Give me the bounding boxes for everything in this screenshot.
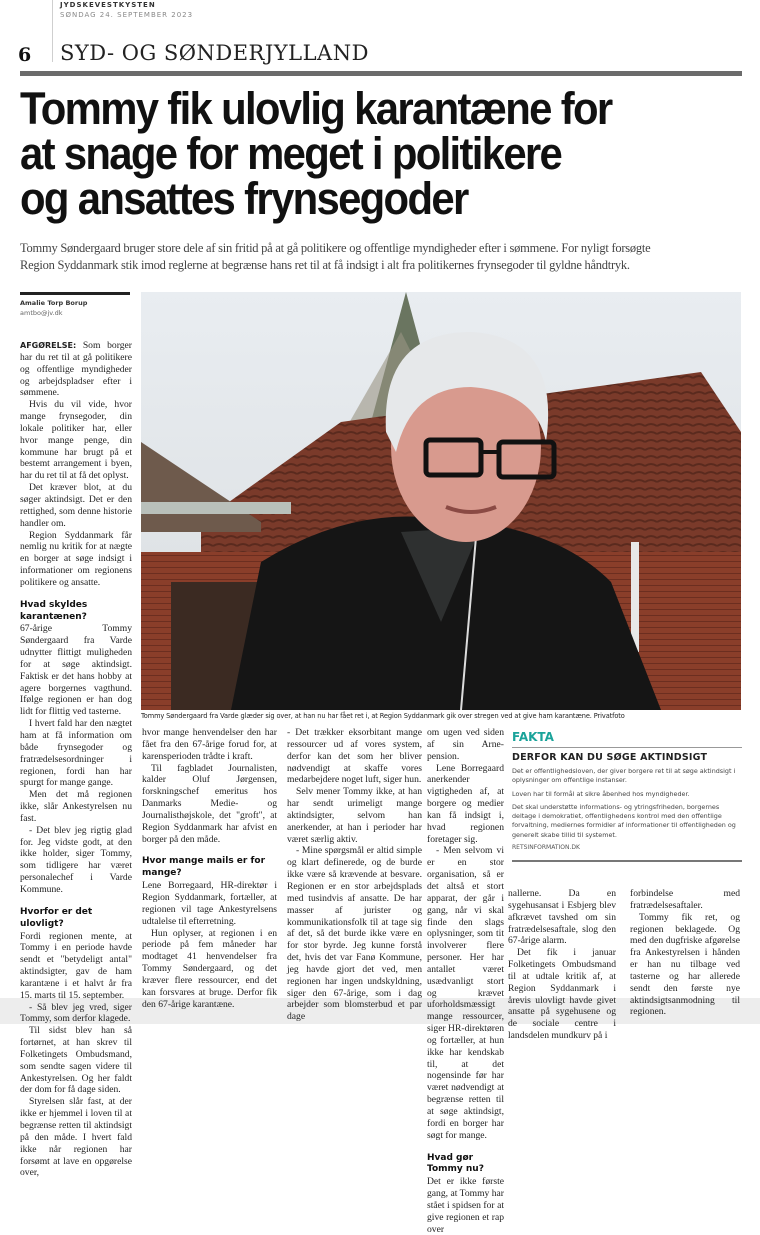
article-column-2 bbox=[142, 727, 277, 1010]
article-column-3 bbox=[287, 727, 422, 1023]
headline-line: Tommy fik ulovlig karantæne for bbox=[20, 83, 612, 134]
paragraph: Til fagbladet Journalisten, kalder Oluf Jørgensen, forskningschef emeritus hos Danmarks Medie- og Journalisthøjskole, det "groft", at Region Syddanmark har afvist en borger på den måde. bbox=[142, 762, 277, 845]
issue-date: SØNDAG 24. SEPTEMBER 2023 bbox=[60, 11, 194, 19]
article-column-6 bbox=[630, 888, 740, 1018]
paragraph: Som borger har du ret til at gå politikere og offentlige myndigheder og arbejdspladser efter i sømmene. bbox=[20, 340, 132, 399]
paragraph: Fordi regionen mente, at Tommy i en periode havde sendt et "betydeligt antal" aktindsigter, gav de ham karantæne i et halvt år fra 15. marts til 15. september. bbox=[20, 930, 132, 1001]
headline bbox=[20, 83, 690, 224]
fact-paragraph: Det er offentlighedsloven, der giver borgere ret til at søge aktindsigt i oplysninger om offentlige instanser. bbox=[512, 767, 736, 785]
lead-line: Tommy Søndergaard bruger store dele af sin fritid på at gå politikere og offentlige myndigheder efter i sømmene. For nyligt forsøgte bbox=[20, 241, 651, 255]
paragraph: Tommy fik ret, og regionen beklagede. Og med den dugfriske afgørelse fra Ankestyrelsen i hånden er han nu tilbage ved tasterne og har allerede sendt den første nye aktindsigtsanmodning til regionen. bbox=[630, 911, 740, 1018]
subheading: Hvorfor er det ulovligt? bbox=[20, 906, 93, 929]
author-name: Amalie Torp Borup bbox=[20, 299, 88, 307]
paragraph: - Men selvom vi er en stor organisation, så er det altså et stort apparat, der går i gang, når vi skal finde den slags oplysninger, som tit involverer flere personer. Her har antallet været usædvanligt stort og krævet uforholdsmæssigt mange ressourcer, siger HR-direktøren og fortæller, at hun ikke har kendskab til, at det nogensinde før har været nødvendigt at begrænse retten til at søge aktindsigt, fordi en borger har søgt for mange. bbox=[427, 845, 504, 1141]
subheading: Hvad gør Tommy nu? bbox=[427, 1152, 484, 1175]
paragraph: om ugen ved siden af sin Arne-pension. bbox=[427, 727, 504, 762]
paragraph: Region Syddanmark får nemlig nu kritik for at nægte en borger at søge indsigt i informationer om regionens politikere og ansatte. bbox=[20, 529, 132, 588]
masthead bbox=[60, 0, 193, 20]
paragraph: 67-årige Tommy Søndergaard fra Varde udnytter flittigt muligheden for at søge aktindsigt. Faktisk er det hans hobby at agere borgernes vagthund. Ifølge regionen er han dog lidt for flittig ved tasterne. bbox=[20, 623, 132, 718]
paragraph: Til sidst blev han så fortørnet, at han skrev til Folketingets Ombudsmand, som sendte sagen videre til Ankestyrelsen. Og her faldt der dom for få dage siden. bbox=[20, 1025, 132, 1096]
photo-caption: Tommy Søndergaard fra Varde glæder sig over, at han nu har fået ret i, at Region Syddanmark gik over stregen ved at give ham karantæne. Privatfoto bbox=[141, 712, 625, 720]
paragraph: - Mine spørgsmål er altid simple og klart definerede, og de burde ikke være så krævende at besvare. Regionen er en stor arbejdsplads med tusindvis af ansatte. De har masser af jurister og kommunikationsfolk til at tage sig af det, så det burde ikke være en for stor byrde. Jeg kunne forstå det, hvis det var Fanø Kommune, jeg havde gjort det ved, men regionen har ingen undskyldning, siger den 67-årige, som i dag arbejder som blomsterbud et par dage bbox=[287, 845, 422, 1023]
subheading: Hvad skyldes karantænen? bbox=[20, 599, 88, 622]
fact-paragraph: Det skal understøtte informations- og ytringsfriheden, borgernes deltage i demokratiet, offentlighedens kontrol med den offentlige forvaltning, mediernes formidler af informationer til offentligheden og generelt skabe tillid til systemet. bbox=[512, 802, 736, 839]
lead-line: Region Syddanmark stik imod reglerne at begrænse hans ret til at få indsigt i alt fra politikernes frynsegoder til gyldne håndtryk. bbox=[20, 258, 630, 272]
byline-rule bbox=[20, 292, 130, 295]
fact-box-title: DERFOR KAN DU SØGE AKTINDSIGT bbox=[512, 752, 708, 763]
paragraph: - Så blev jeg vred, siger Tommy, som derfor klagede. bbox=[20, 1001, 132, 1025]
fact-source: RETSINFORMATION.DK bbox=[512, 844, 580, 852]
article-photo bbox=[141, 292, 741, 710]
paragraph: forbindelse med fratrædelsesaftaler. bbox=[630, 888, 740, 911]
paragraph: I hvert fald har den nægtet ham at få information om både frynsegoder og fratrædelsesordninger i regionen, fordi han har spurgt for mange gange. bbox=[20, 718, 132, 789]
paragraph: Lene Borregaard anerkender vigtigheden af, at borgere og medier kan få indsigt i, hvad regionen foretager sig. bbox=[427, 762, 504, 845]
paragraph: Styrelsen slår fast, at der ikke er hjemmel i loven til at begrænse retten til aktindsigt på den måde. I hvert fald ikke når regionen har forsømt at lave en opgørelse over, bbox=[20, 1096, 132, 1179]
article-column-1 bbox=[20, 340, 132, 1179]
fact-box bbox=[512, 730, 742, 862]
gutter bbox=[141, 502, 291, 514]
page-number: 6 bbox=[18, 44, 32, 66]
paragraph: - Det blev jeg rigtig glad for. Jeg vidste godt, at den ikke holder, siger Tommy, som tidligere har været personalechef i Varde Kommune. bbox=[20, 824, 132, 895]
author-email[interactable]: amtbo@jv.dk bbox=[20, 309, 63, 317]
paragraph: Det kræver blot, at du søger aktindsigt. Det er den rettighed, som denne historie handler om. bbox=[20, 482, 132, 529]
paragraph: Hvis du vil vide, hvor mange frynsegoder, din lokale politiker har, eller hvor mange penge, din kommune har brugt på et bestemt arrangement i byen, har du ret til at få det oplyst. bbox=[20, 399, 132, 482]
fact-box-label: FAKTA bbox=[512, 730, 554, 744]
section-title: SYD- OG SØNDERJYLLAND bbox=[60, 41, 369, 65]
lead-paragraph bbox=[20, 240, 740, 274]
paragraph: Selv mener Tommy ikke, at han har sendt urimeligt mange aktindsigter, selvom han anerkender, at han i perioder har været særlig aktiv. bbox=[287, 786, 422, 845]
masthead-divider bbox=[52, 0, 53, 62]
article-column-5 bbox=[508, 888, 616, 1042]
paper-name: JYDSKEVESTKYSTEN bbox=[60, 1, 156, 9]
section-rule bbox=[20, 71, 742, 76]
article-column-4 bbox=[427, 727, 504, 1235]
paragraph: Lene Borregaard, HR-direktør i Region Syddanmark, fortæller, at regionen vil tage Ankestyrelsens udtalelse til efterretning. bbox=[142, 880, 277, 927]
paragraph: - Det trækker eksorbitant mange ressourcer ud af vores system, derfor kan det som her bliver nødvendigt at skaffe vores medarbejdere noget luft, siger hun. bbox=[287, 727, 422, 786]
paragraph: nallerne. Da en sygehusansat i Esbjerg blev afkrævet tavshed om sin fratrædelsesaftale, slog den 67-årige alarm. bbox=[508, 888, 616, 947]
portrait-photo bbox=[141, 292, 741, 710]
kicker: AFGØRELSE: bbox=[20, 341, 77, 350]
fact-box-bottom-rule bbox=[512, 860, 742, 862]
fact-box-rule bbox=[512, 747, 742, 748]
fact-paragraph: Loven har til formål at sikre åbenhed hos myndigheder. bbox=[512, 789, 690, 798]
paragraph: Hun oplyser, at regionen i en periode på fem måneder har modtaget 41 henvendelser fra Tommy Søndergaard, og det kræver flere ressourcer, end det kan forsvares at bruge. Derfor fik den 67-årige karantæne. bbox=[142, 927, 277, 1010]
subheading: Hvor mange mails er for mange? bbox=[142, 856, 266, 879]
downpipe bbox=[631, 542, 639, 652]
paragraph: hvor mange henvendelser den har fået fra den 67-årige forud for, at karensperioden trådte i kraft. bbox=[142, 727, 277, 762]
paragraph: Det fik i januar Folketingets Ombudsmand til at udtale kritik af, at Region Syddanmark i årevis ulovligt havde givet ansatte på sygehusene og de sociale centre i landsdelen mundkurv på i bbox=[508, 947, 616, 1042]
byline bbox=[20, 298, 87, 318]
paragraph: Men det må regionen ikke, slår Ankestyrelsen nu fast. bbox=[20, 789, 132, 824]
headline-line: og ansattes frynsegoder bbox=[20, 173, 468, 224]
paragraph: Det er ikke første gang, at Tommy har stået i spidsen for at give regionen et rap over bbox=[427, 1176, 504, 1235]
headline-line: at snage for meget i politikere bbox=[20, 128, 562, 179]
